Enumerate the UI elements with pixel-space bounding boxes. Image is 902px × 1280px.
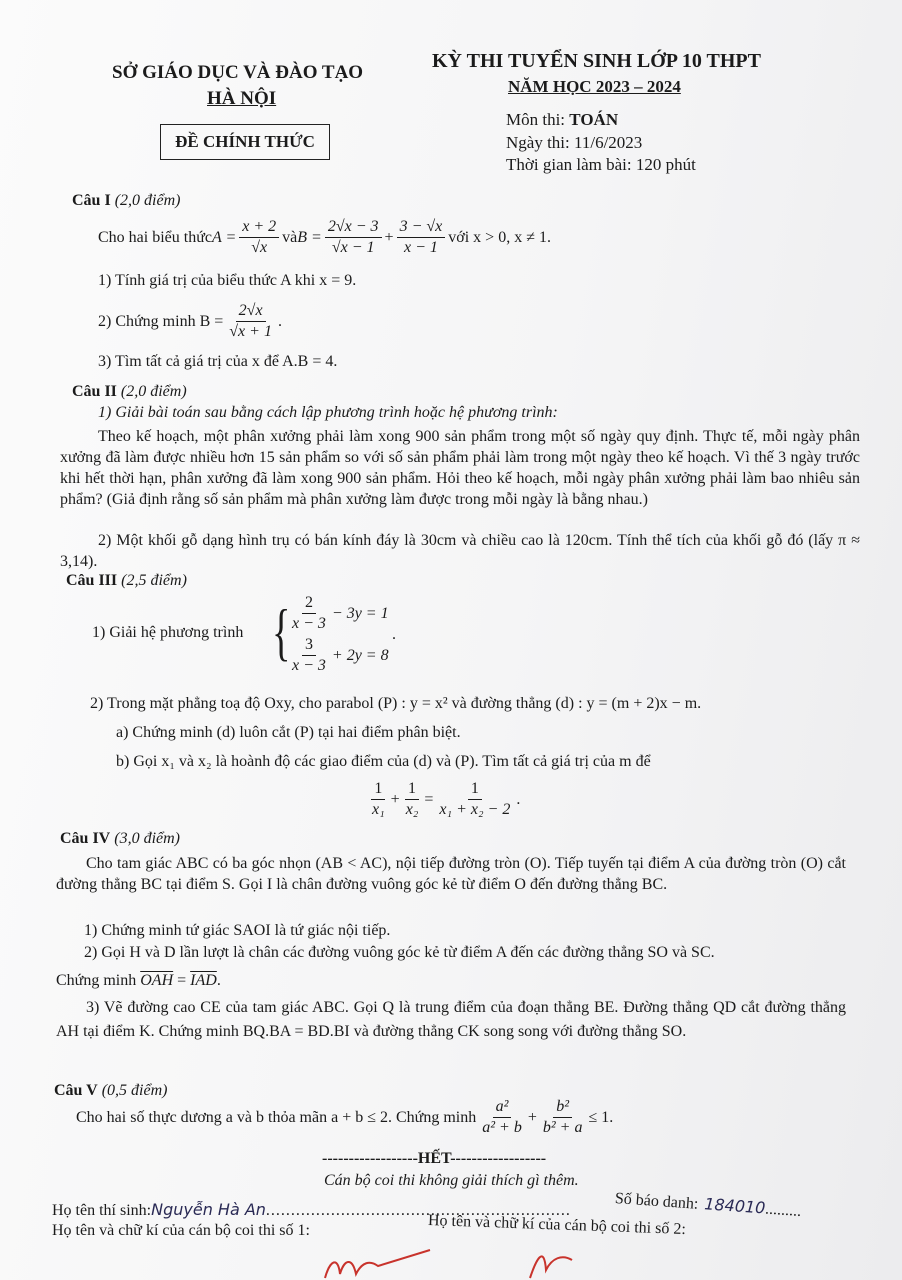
exam-title: KỲ THI TUYỂN SINH LỚP 10 THPT (432, 50, 761, 72)
q1-heading: Câu I (2,0 điểm) (72, 192, 181, 209)
proctor2-label: Họ tên và chữ kí của cán bộ coi thi số 2: (427, 1212, 687, 1238)
system-brace: { (272, 596, 291, 667)
q2-part2-text: 2) Một khối gỗ dạng hình trụ có bán kính đáy là 30cm và chiều cao là 120cm. Tính thể tích của khối gỗ đó (lấy π ≈ 3,14). (60, 532, 860, 570)
q5-statement: Cho hai số thực dương a và b thỏa mãn a + b ≤ 2. Chứng minh $\frac{\text{a²}}{\text{a² + b}}$ + $\frac{\text{b²}}{\text{b² + a}}$ ≤ 1. (76, 1098, 614, 1137)
equation-system (272, 594, 402, 678)
q4-part1: 1) Chứng minh tứ giác SAOI là tứ giác nội tiếp. (84, 922, 391, 939)
proctor1-label: Họ tên và chữ kí của cán bộ coi thi số 1: (52, 1222, 310, 1239)
q4-part2: 2) Gọi H và D lần lượt là chân các đường vuông góc kẻ từ điểm A đến các đường thẳng SO và SC. (84, 944, 715, 961)
q1-part2: 2) Chứng minh B = $\frac{2√x}{√x + 1}$ . (98, 302, 282, 341)
q4-part2-proof: Chứng minh $\overline{OAH} = \overline{IAD}$. (56, 972, 221, 989)
q3-part2a: a) Chứng minh (d) luôn cắt (P) tại hai điểm phân biệt. (116, 724, 461, 741)
proctor1-signature (325, 1250, 430, 1278)
q2-part1-title: 1) Giải bài toán sau bằng cách lập phương trình hoặc hệ phương trình: (98, 404, 558, 421)
system-eq2: $\frac{3}{x - 3}$ + 2y = 8 (292, 636, 389, 675)
q3-part2: 2) Trong mặt phẳng toạ độ Oxy, cho parabol (P) : y = x² và đường thẳng (d) : y = (m + 2)x − m. (90, 695, 702, 712)
school-year: NĂM HỌC 2023 – 2024 (508, 77, 681, 96)
proctor2-signature (530, 1256, 572, 1278)
fraction-B1: $\frac{2√x - 3}{√x - 1}$ (325, 218, 382, 258)
q3-heading: Câu III (2,5 điểm) (66, 572, 187, 589)
q3-condition: $\frac{1}{\text{x₁}}$ + $\frac{1}{\text{x₂}}$ = $\frac{1}{\text{x₁ + x₂ − 2}}$ . (372, 780, 521, 819)
department-line1: SỞ GIÁO DỤC VÀ ĐÀO TẠO (112, 62, 364, 83)
fraction-B2: $\frac{3 - √x}{x - 1}$ (397, 218, 446, 258)
fraction-A: $\frac{x + 2}{√x}$ (239, 218, 279, 258)
system-period: . (392, 626, 396, 643)
department-line2: HÀ NỘI (207, 88, 277, 109)
proctor-note: Cán bộ coi thi không giải thích gì thêm. (324, 1172, 579, 1189)
q4-heading: Câu IV (3,0 điểm) (60, 830, 180, 847)
q4-intro: Cho tam giác ABC có ba góc nhọn (AB < AC), nội tiếp đường tròn (O). Tiếp tuyến tại điểm A của đường tròn (O) cắt đường thẳng BC tại điểm S. Gọi I là chân đường vuông góc kẻ từ điểm O đến đường thẳng BC. (56, 855, 846, 893)
q1-expressions: Cho hai biểu thức A = $\frac{x + 2}{√x}$ và B = $\frac{2√x - 3}{√x - 1}$ + $\frac{3 - √x}{x - 1}$ với x > 0, x ≠ 1. (98, 218, 551, 257)
end-marker: ------------------HẾT------------------ (322, 1150, 547, 1167)
q5-heading: Câu V (0,5 điểm) (54, 1082, 168, 1099)
q1-part3: 3) Tìm tất cả giá trị của x để A.B = 4. (98, 353, 338, 370)
q3-part2b: b) Gọi x₁ và x₂ là hoành độ các giao điểm của (d) và (P). Tìm tất cả giá trị của m để (116, 753, 651, 770)
candidate-number-line: Số báo danh: 184010......... (614, 1190, 802, 1220)
candidate-name-handwritten: Nguyễn Hà An (151, 1200, 266, 1219)
candidate-number-handwritten: 184010 (703, 1194, 766, 1218)
exam-duration: Thời gian làm bài: 120 phút (506, 155, 696, 174)
angle-iad: $\overline{IAD}$ (190, 972, 217, 989)
proctor-signatures (300, 1230, 600, 1280)
q2-part1-text: Theo kế hoạch, một phân xưởng phải làm xong 900 sản phẩm trong một số ngày quy định. Thực tế, mỗi ngày phân xưởng đã làm được nhiều hơn 15 sản phẩm so với số sản phẩm phải làm trong một ngày theo kế hoạch. Vì thế 3 ngày trước khi hết thời hạn, phân xưởng đã làm xong 900 sản phẩm. Hỏi theo kế hoạch, mỗi ngày phân xưởng phải làm bao nhiêu sản phẩm? (Giả định rằng số sản phẩm mà phân xưởng làm được trong mỗi ngày là bằng nhau.) (60, 428, 860, 508)
fraction-B-proof: $\frac{2√x}{√x + 1}$ (229, 302, 272, 341)
official-stamp: ĐỀ CHÍNH THỨC (160, 124, 330, 160)
angle-oah: $\overline{OAH}$ (140, 972, 174, 989)
q4-part3: 3) Vẽ đường cao CE của tam giác ABC. Gọi Q là trung điểm của đoạn thẳng BE. Đường thẳng QD cắt đường thẳng AH tại điểm K. Chứng minh BQ.BA = BD.BI và đường thẳng CK song song với đường thẳng SO. (56, 999, 846, 1040)
system-eq1: $\frac{2}{x - 3}$ − 3y = 1 (292, 594, 389, 633)
q3-part1: 1) Giải hệ phương trình (92, 624, 244, 641)
subject-line: Môn thi: TOÁN (506, 110, 619, 129)
q1-part1: 1) Tính giá trị của biểu thức A khi x = 9. (98, 272, 357, 289)
exam-date: Ngày thi: 11/6/2023 (506, 133, 643, 152)
q2-heading: Câu II (2,0 điểm) (72, 383, 187, 400)
candidate-name-line: Họ tên thí sinh:Nguyễn Hà An............................................................. (52, 1200, 571, 1219)
